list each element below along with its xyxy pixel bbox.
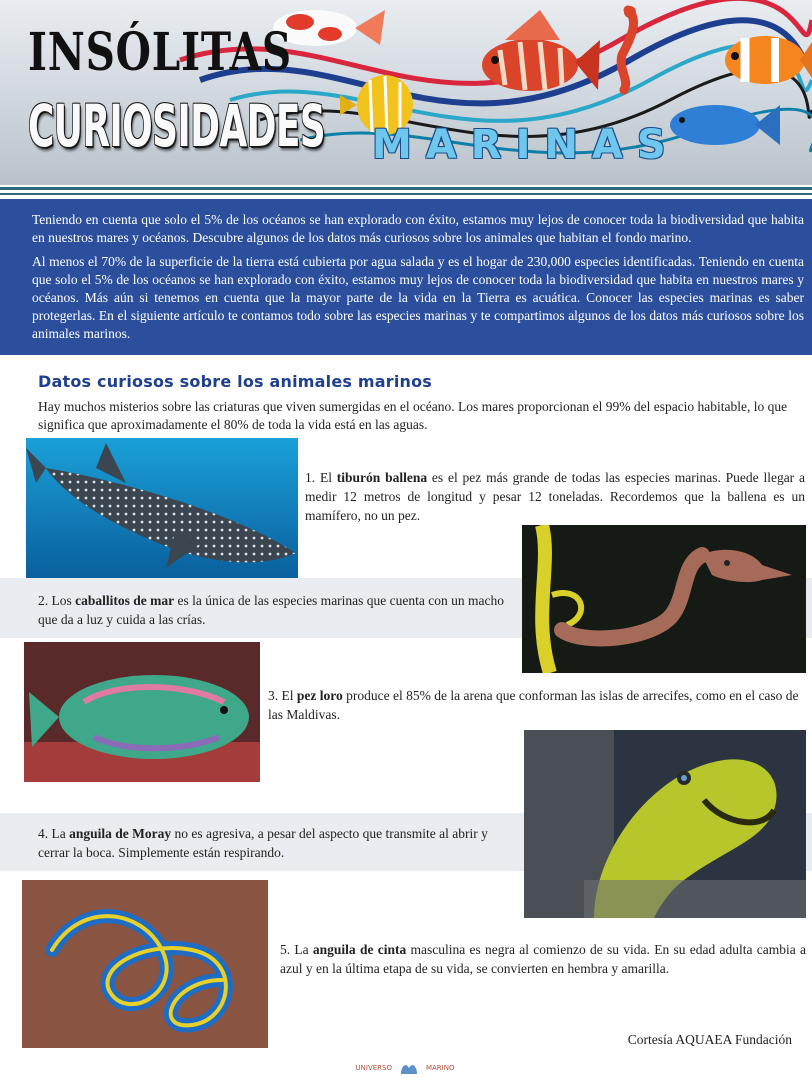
fact-4-highlight: anguila de Moray [69,826,172,841]
section-intro: Hay muchos misterios sobre las criaturas que viven sumergidas en el océano. Los mares proporcionan el 99% del espacio habitable, lo que significa que aproximadamente el 80% de toda la vida está en las aguas. [38,399,788,432]
parrot-fish-photo [24,642,260,782]
title-insolitas: INSÓLITAS [28,22,292,83]
header-banner [0,0,812,185]
red-striped-fish-illustration [482,10,600,91]
moray-eel-photo [524,730,806,918]
fact-3-highlight: pez loro [296,688,343,703]
fact-1-highlight: tiburón ballena [336,470,428,485]
ribbon-eel-photo [22,880,268,1048]
logo-text-right: MARINO [425,1064,455,1072]
fact-5-highlight: anguila de cinta [312,942,407,957]
fact-3-text: 3. El pez loro produce el 85% de la arena que conforman las islas de arrecifes, como en el caso de las Maldivas. [268,688,799,722]
header-divider [0,185,812,199]
red-seahorse-illustration [621,6,636,90]
intro-paragraph-1: Teniendo en cuenta que solo el 5% de los océanos se han explorado con éxito, estamos muy lejos de conocer toda la biodiversidad que habita en nuestros mares y océanos. Descubre algunos de los datos más curiosos sobre los animales que habitan el fondo marino. [32,212,804,245]
fact-2-highlight: caballitos de mar [75,593,175,608]
section-title: Datos curiosos sobre los animales marinos [38,372,433,391]
seahorse-photo [522,525,806,673]
logo-emblem-icon [398,1060,420,1076]
credit-line: Cortesía AQUAEA Fundación [627,1032,792,1047]
whale-shark-photo [26,438,298,578]
title-marinas: MARINAS [372,122,680,168]
intro-paragraph-2: Al menos el 70% de la superficie de la tierra está cubierta por agua salada y es el hogar de 230,000 especies identificadas. Teniendo en cuenta que solo el 5% de los océanos se han explorado con éxito, estamos muy lejos de conocer toda la biodiversidad que habita en nuestros mares y océanos. Más aún si tenemos en cuenta que la mayor parte de la vida en la Tierra es acuática. Conocer las especies marinas es saber protegerlas. En el siguiente artículo te contamos todo sobre las especies marinas y te compartimos algunos de los datos más curiosos sobre los animales marinos. [32,254,804,341]
intro-panel [0,199,812,355]
fact-1-text: 1. El tiburón ballena es el pez más grande de todas las especies marinas. Puede llegar a medir 12 metros de longitud y pesar 12 toneladas. Recordemos que la ballena es un mamífero, no un pez. [305,470,805,523]
logo-text-left: UNIVERSO [355,1064,392,1072]
fact-4-text: 4. La anguila de Moray no es agresiva, a pesar del aspecto que transmite al abrir y cerrar la boca. Simplemente están respirando. [38,826,488,860]
fact-2-text: 2. Los caballitos de mar es la única de las especies marinas que cuenta con un macho que da a luz y cuida a las crías. [38,593,504,627]
footer-logo [345,1058,465,1078]
title-curiosidades: CURIOSIDADES [28,92,326,160]
fact-5-text: 5. La anguila de cinta masculina es negra al comienzo de su vida. En su edad adulta cambia a azul y en la última etapa de su vida, se convierten en hembra y amarilla. [280,942,806,976]
